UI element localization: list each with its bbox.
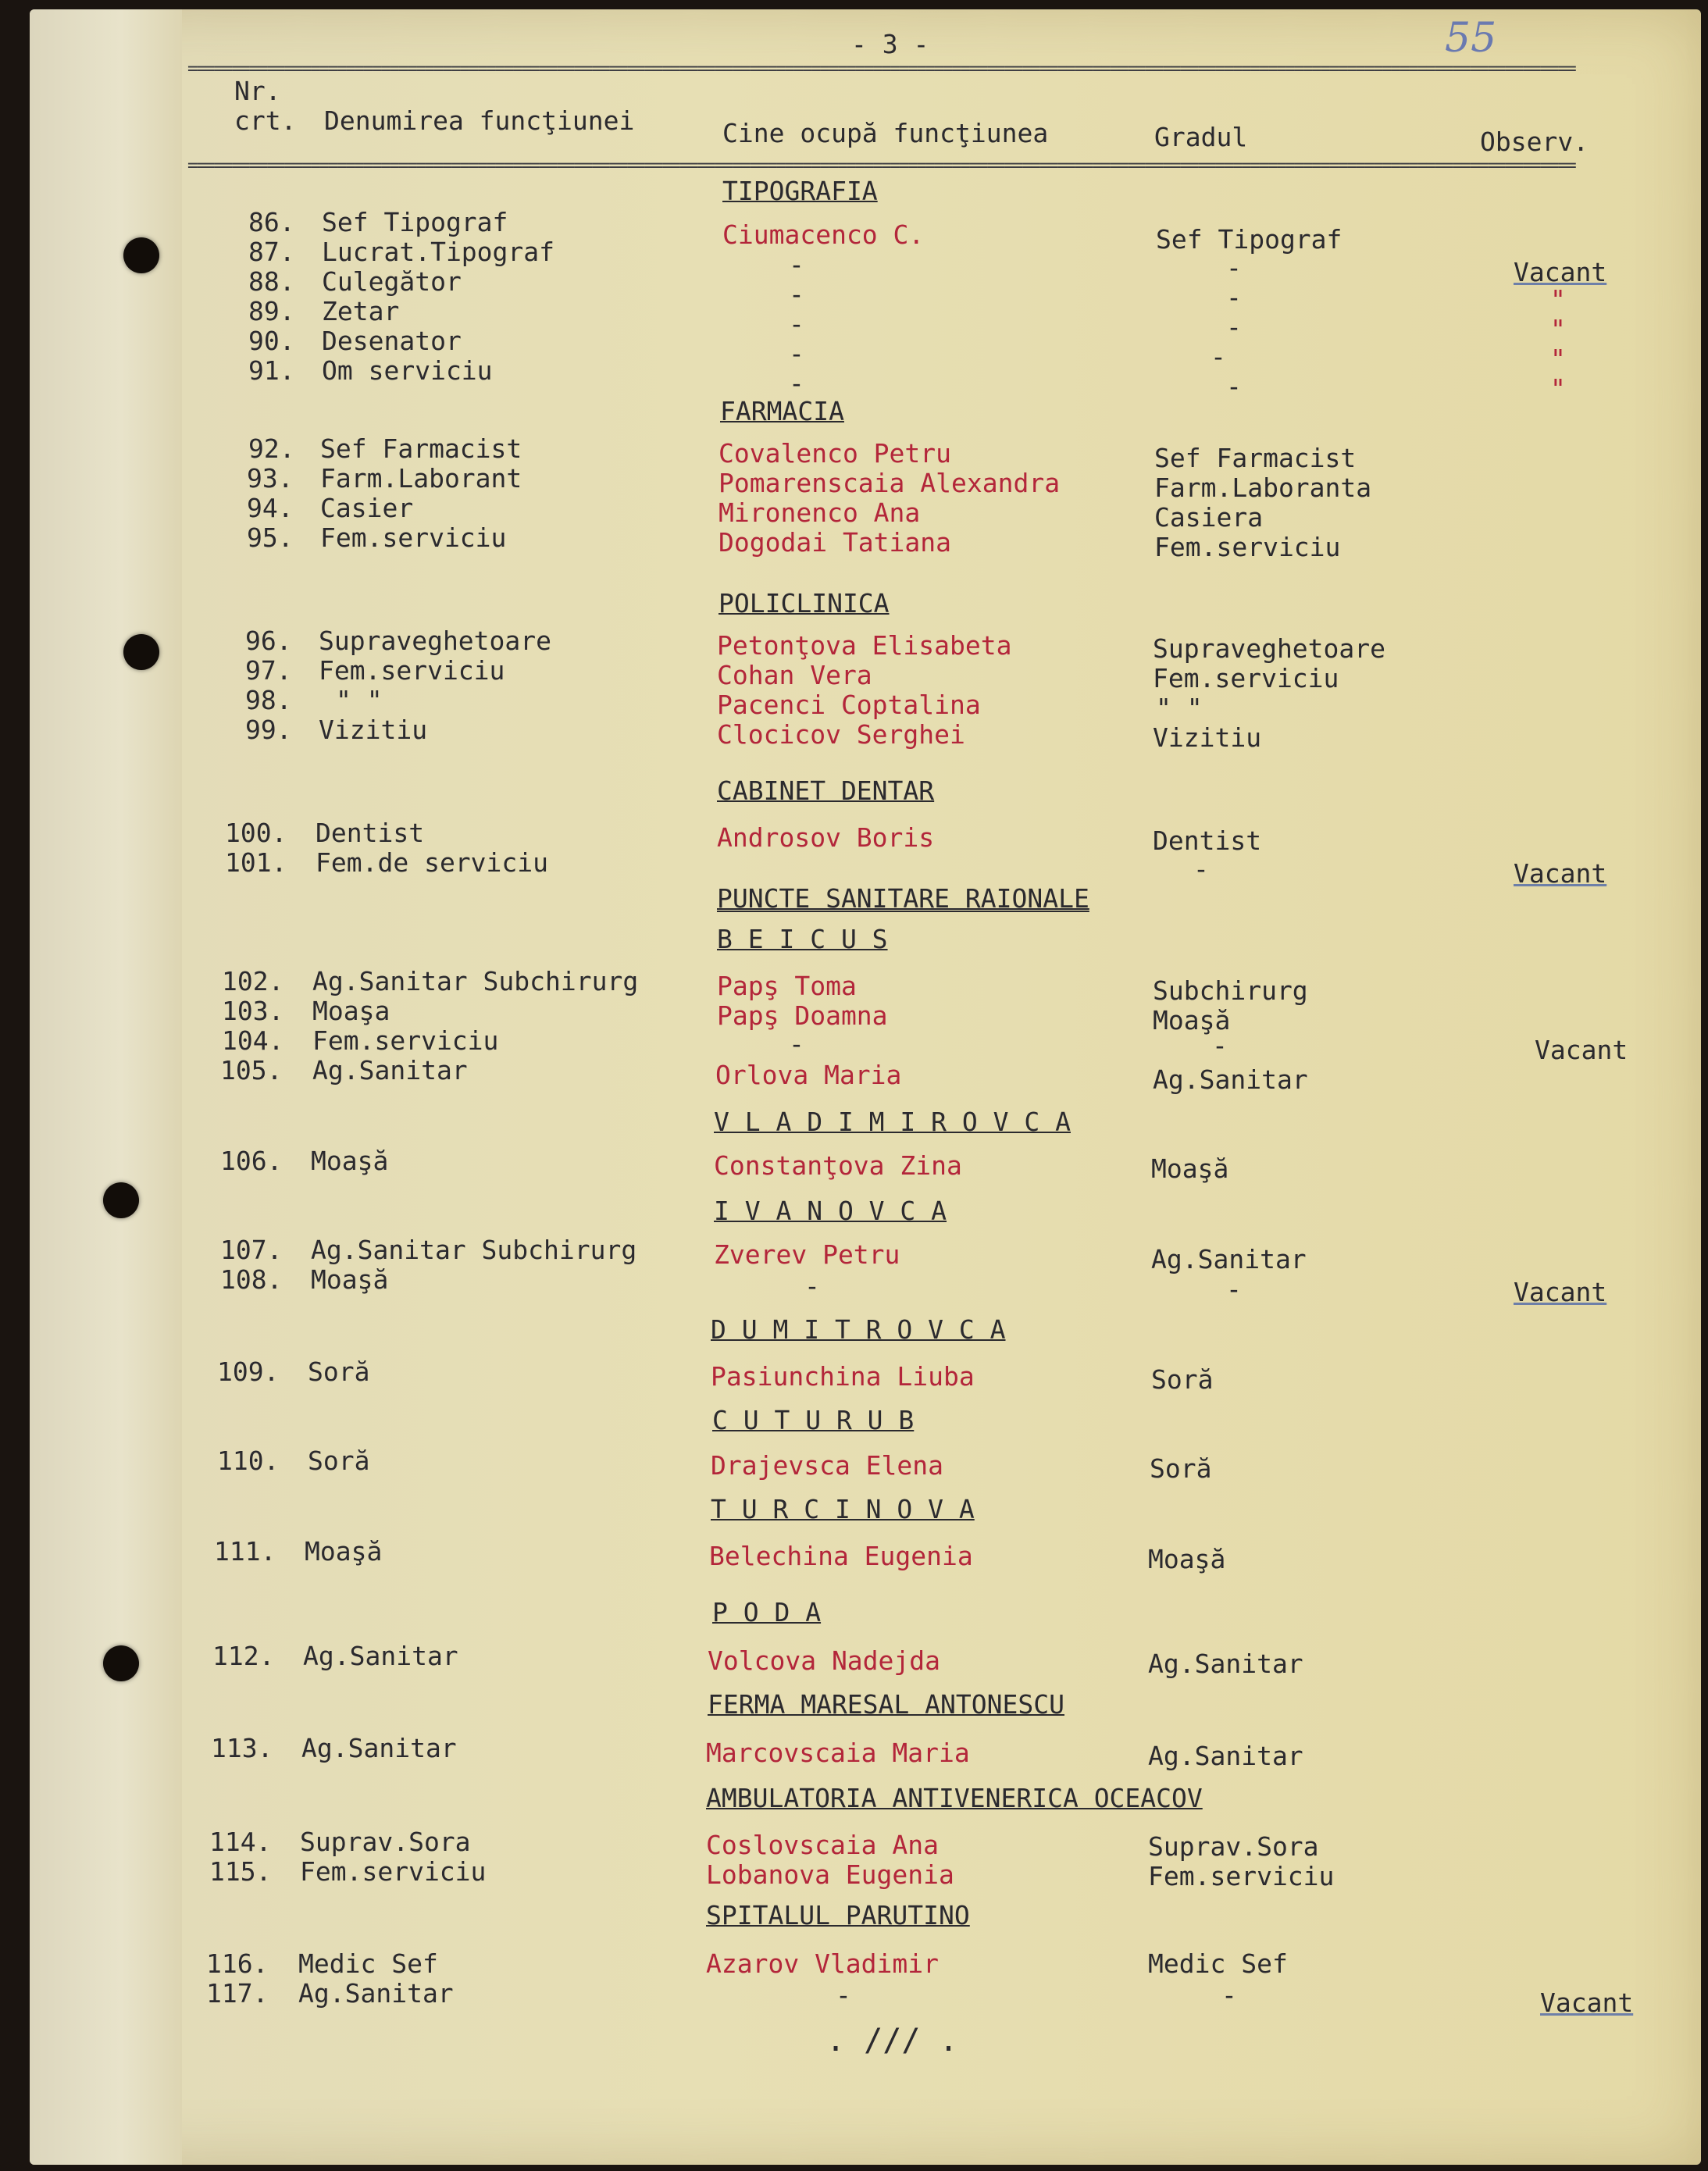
row-nr: 93.: [247, 463, 294, 494]
row-grade: Vizitiu: [1153, 722, 1262, 753]
row-function: Fem.serviciu: [312, 1025, 499, 1056]
row-function: Ag.Sanitar Subchirurg: [311, 1235, 637, 1265]
row-holder: -: [789, 1028, 804, 1059]
row-function: Vizitiu: [319, 715, 428, 745]
header-top-rule: ==============================================================================================================================================================: [187, 59, 1575, 79]
handwritten-folio-number: 55: [1445, 15, 1497, 62]
section-heading: POLICLINICA: [719, 588, 890, 619]
row-function: Suprav.Sora: [300, 1827, 471, 1857]
row-holder: Azarov Vladimir: [706, 1948, 940, 1979]
section-heading: CABINET DENTAR: [717, 775, 935, 806]
row-holder: -: [789, 279, 804, 309]
row-nr: 114.: [209, 1827, 272, 1857]
row-function: Fem.serviciu: [319, 655, 505, 686]
section-heading: FERMA MARESAL ANTONESCU: [708, 1689, 1064, 1720]
row-holder: -: [804, 1271, 820, 1301]
row-holder: Covalenco Petru: [719, 438, 952, 469]
row-grade: Casiera: [1154, 502, 1264, 533]
row-function: " ": [336, 685, 383, 715]
row-holder: Marcovscaia Maria: [706, 1738, 970, 1768]
row-function: Ag.Sanitar: [298, 1978, 454, 2009]
row-function: Desenator: [322, 326, 462, 356]
row-function: Moaşa: [312, 996, 390, 1026]
section-heading: SPITALUL PARUTINO: [706, 1900, 970, 1930]
row-holder: Clocicov Serghei: [717, 719, 965, 750]
section-heading: V L A D I M I R O V C A: [714, 1107, 1071, 1137]
row-grade: -: [1221, 1980, 1237, 2010]
row-nr: 112.: [212, 1641, 275, 1671]
row-holder: Coslovscaia Ana: [706, 1830, 940, 1860]
section-heading: D U M I T R O V C A: [711, 1314, 1006, 1345]
row-holder: Mironenco Ana: [719, 497, 921, 528]
row-grade: Dentist: [1153, 825, 1262, 856]
header-remarks: Observ.: [1480, 127, 1589, 157]
row-function: Moaşă: [311, 1146, 389, 1176]
row-holder: Petonţova Elisabeta: [717, 630, 1012, 661]
row-nr: 87.: [248, 237, 295, 267]
row-grade: Ag.Sanitar: [1153, 1064, 1308, 1095]
row-holder: Belechina Eugenia: [709, 1541, 973, 1571]
row-nr: 111.: [214, 1536, 276, 1567]
row-nr: 105.: [220, 1055, 283, 1086]
row-nr: 102.: [222, 966, 284, 996]
row-holder: Drajevsca Elena: [711, 1450, 944, 1481]
row-holder: -: [836, 1980, 851, 2010]
row-grade: -: [1226, 371, 1242, 401]
row-grade: Fem.serviciu: [1153, 663, 1339, 693]
row-grade: Ag.Sanitar: [1148, 1741, 1303, 1771]
section-heading: TIPOGRAFIA: [722, 176, 878, 206]
row-nr: 107.: [220, 1235, 283, 1265]
row-holder: Orlova Maria: [715, 1060, 902, 1090]
row-nr: 103.: [222, 996, 284, 1026]
section-heading: P O D A: [712, 1597, 822, 1627]
row-grade: -: [1226, 312, 1242, 342]
row-grade: " ": [1156, 693, 1203, 723]
row-grade: -: [1226, 282, 1242, 312]
page-number: - 3 -: [851, 29, 929, 59]
row-grade: Moaşă: [1153, 1005, 1231, 1036]
row-nr: 101.: [225, 847, 287, 878]
row-grade: -: [1226, 252, 1242, 283]
row-holder: Lobanova Eugenia: [706, 1859, 954, 1890]
row-grade: Ag.Sanitar: [1148, 1649, 1303, 1679]
row-remarks: Vacant: [1514, 257, 1607, 287]
row-function: Farm.Laborant: [320, 463, 522, 494]
row-function: Supraveghetoare: [319, 626, 552, 656]
row-grade: Ag.Sanitar: [1151, 1244, 1307, 1274]
row-grade: Suprav.Sora: [1148, 1831, 1319, 1862]
row-remarks: ": [1550, 284, 1566, 315]
punch-hole: [123, 237, 159, 273]
row-remarks: ": [1550, 373, 1566, 404]
row-grade: Subchirurg: [1153, 975, 1308, 1006]
row-grade: Soră: [1151, 1364, 1214, 1395]
row-function: Moaşă: [305, 1536, 383, 1567]
row-nr: 113.: [211, 1733, 273, 1763]
row-grade: Sef Farmacist: [1154, 443, 1357, 473]
row-function: Dentist: [316, 818, 425, 848]
header-holder: Cine ocupă funcţiunea: [722, 118, 1049, 148]
row-remarks: Vacant: [1540, 1987, 1634, 2018]
row-grade: Moaşă: [1151, 1153, 1229, 1184]
row-grade: Sef Tipograf: [1156, 224, 1343, 255]
row-grade: Farm.Laboranta: [1154, 472, 1372, 503]
punch-hole: [103, 1182, 139, 1218]
row-holder: Pomarenscaia Alexandra: [719, 468, 1061, 498]
row-grade: -: [1211, 341, 1226, 372]
row-holder: Papş Doamna: [717, 1000, 888, 1031]
section-heading: B E I C U S: [717, 924, 888, 954]
row-nr: 92.: [248, 433, 295, 464]
row-function: Soră: [308, 1356, 370, 1387]
header-bottom-rule: ==============================================================================================================================================================: [187, 156, 1575, 176]
row-function: Soră: [308, 1446, 370, 1476]
punch-hole: [123, 634, 159, 670]
row-holder: Constanţova Zina: [714, 1150, 962, 1181]
row-nr: 106.: [220, 1146, 283, 1176]
section-heading: C U T U R U B: [712, 1405, 915, 1435]
row-nr: 97.: [245, 655, 292, 686]
continuation-mark: . /// .: [826, 2023, 958, 2059]
row-grade: -: [1226, 1274, 1242, 1304]
row-function: Ag.Sanitar: [301, 1733, 457, 1763]
row-function: Ag.Sanitar: [312, 1055, 468, 1086]
row-function: Om serviciu: [322, 355, 493, 386]
row-holder: Zverev Petru: [714, 1239, 900, 1270]
row-nr: 96.: [245, 626, 292, 656]
row-grade: Soră: [1150, 1453, 1212, 1484]
row-holder: Dogodai Tatiana: [719, 527, 952, 558]
row-nr: 116.: [206, 1948, 269, 1979]
header-function: Denumirea funcţiunei: [324, 105, 635, 136]
row-function: Moaşă: [311, 1264, 389, 1295]
row-nr: 91.: [248, 355, 295, 386]
row-grade: Fem.serviciu: [1148, 1861, 1335, 1891]
row-function: Fem.serviciu: [300, 1856, 487, 1887]
row-holder: -: [789, 368, 804, 398]
section-heading: I V A N O V C A: [714, 1196, 947, 1226]
row-function: Zetar: [322, 296, 400, 326]
row-function: Culegător: [322, 266, 462, 297]
row-nr: 89.: [248, 296, 295, 326]
row-nr: 99.: [245, 715, 292, 745]
header-grade: Gradul: [1154, 122, 1248, 152]
row-function: Fem.de serviciu: [316, 847, 549, 878]
row-remarks: Vacant: [1514, 1277, 1607, 1307]
row-remarks: ": [1550, 314, 1566, 344]
row-nr: 104.: [222, 1025, 284, 1056]
row-function: Sef Tipograf: [322, 207, 508, 237]
section-heading: FARMACIA: [720, 396, 844, 426]
row-grade: Moaşă: [1148, 1544, 1226, 1574]
row-holder: Ciumacenco C.: [722, 219, 925, 250]
row-holder: Pacenci Coptalina: [717, 690, 981, 720]
row-holder: -: [789, 308, 804, 339]
row-holder: -: [789, 338, 804, 369]
row-nr: 94.: [247, 493, 294, 523]
row-nr: 86.: [248, 207, 295, 237]
row-holder: Androsov Boris: [717, 822, 935, 853]
punch-hole: [103, 1645, 139, 1681]
row-holder: -: [789, 249, 804, 280]
row-remarks: Vacant: [1514, 858, 1607, 889]
row-function: Lucrat.Tipograf: [322, 237, 555, 267]
row-nr: 98.: [245, 685, 292, 715]
row-nr: 90.: [248, 326, 295, 356]
row-holder: Pasiunchina Liuba: [711, 1361, 975, 1392]
row-grade: -: [1193, 854, 1209, 884]
row-nr: 95.: [247, 522, 294, 553]
row-holder: Papş Toma: [717, 971, 857, 1001]
section-heading: T U R C I N O V A: [711, 1494, 975, 1524]
row-holder: Volcova Nadejda: [708, 1645, 941, 1676]
row-function: Sef Farmacist: [320, 433, 522, 464]
row-nr: 88.: [248, 266, 295, 297]
row-function: Ag.Sanitar Subchirurg: [312, 966, 639, 996]
section-heading: AMBULATORIA ANTIVENERICA OCEACOV: [706, 1783, 1203, 1813]
row-function: Casier: [320, 493, 414, 523]
row-function: Medic Sef: [298, 1948, 438, 1979]
row-grade: Fem.serviciu: [1154, 532, 1341, 562]
row-nr: 110.: [217, 1446, 280, 1476]
row-remarks: Vacant: [1535, 1035, 1628, 1065]
row-remarks: ": [1550, 344, 1566, 374]
row-function: Ag.Sanitar: [303, 1641, 458, 1671]
row-grade: Medic Sef: [1148, 1948, 1288, 1979]
header-crt: crt.: [234, 105, 297, 136]
row-nr: 109.: [217, 1356, 280, 1387]
section-heading: PUNCTE SANITARE RAIONALE: [717, 883, 1089, 914]
row-nr: 115.: [209, 1856, 272, 1887]
row-nr: 117.: [206, 1978, 269, 2009]
row-grade: Supraveghetoare: [1153, 633, 1386, 664]
row-grade: -: [1212, 1030, 1228, 1061]
page-margin: [30, 9, 182, 2165]
row-nr: 100.: [225, 818, 287, 848]
row-nr: 108.: [220, 1264, 283, 1295]
row-function: Fem.serviciu: [320, 522, 507, 553]
header-nr: Nr.: [234, 76, 281, 106]
row-holder: Cohan Vera: [717, 660, 872, 690]
